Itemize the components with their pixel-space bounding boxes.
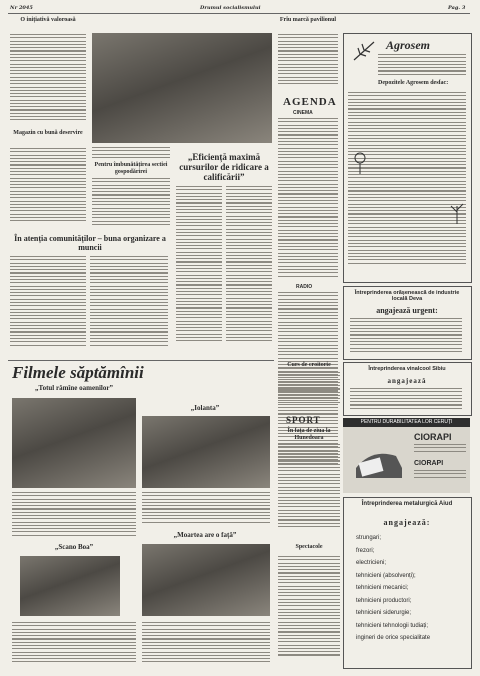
- cinema-label: CINEMA: [293, 110, 313, 116]
- agrosem-logo-text: Agrosem: [386, 38, 431, 52]
- job-item: tehnicieni productori;: [356, 597, 412, 604]
- article-text-store: [10, 148, 86, 223]
- industry-ad-subtitle: angajează urgent:: [376, 306, 438, 315]
- sewing-course-title: Curs de croitorie: [287, 362, 331, 368]
- vinalcool-ad-title: Întreprinderea vinalcool Sibiu: [368, 366, 446, 372]
- film-review-4: [142, 622, 270, 665]
- news-photo-workers: [92, 33, 272, 143]
- article-text-work-a: [10, 256, 86, 348]
- article-title-initiative: O inițiativă valoroasă: [20, 17, 76, 23]
- film-review-1: [12, 492, 136, 538]
- cinema-listing: [278, 118, 338, 279]
- metallurgy-ad-title: Întreprinderea metalurgică Aiud: [361, 501, 453, 507]
- job-item: tehnicieni (absolvenți);: [356, 572, 416, 579]
- page-number: Pag. 3: [448, 5, 466, 11]
- stockings-brand: CIORAPI: [414, 432, 452, 442]
- article-title-brand: Frîu marcă pavilionul: [279, 17, 337, 23]
- shows-text: [278, 556, 340, 658]
- job-item: ingineri de orice specialitate: [356, 635, 431, 641]
- stockings-ad-banner: PENTRU DURABILITATEA LOR CERUȚI: [343, 418, 470, 427]
- agenda-title: AGENDA: [283, 96, 337, 108]
- article-title-work-organization: În atenția comunităților – buna organizare a muncii: [14, 234, 166, 252]
- main-article-col-a: [176, 186, 222, 344]
- shows-title: Spectacole: [295, 544, 323, 550]
- photo-caption-text: [92, 147, 170, 160]
- film-still-1: [12, 398, 136, 488]
- article-text-brand: [278, 34, 338, 87]
- agrosem-intro: [378, 54, 466, 77]
- stockings-brand-2: CIORAPI: [414, 460, 444, 467]
- film-still-3: [20, 556, 120, 616]
- issue-number: Nr 2045: [10, 5, 33, 11]
- films-top-rule: [8, 360, 274, 361]
- job-item: tehnicieni siderurgie;: [356, 610, 412, 616]
- vinalcool-ad-subtitle: angajează: [387, 377, 427, 385]
- article-text-household: [92, 178, 170, 227]
- main-headline: „Eficiență maximă cursurilor de ridicare a calificării”: [179, 152, 269, 182]
- film-review-3: [12, 622, 136, 665]
- header-rule: [8, 13, 470, 14]
- stockings-text-b: [414, 470, 466, 480]
- plant-icon: [448, 200, 466, 224]
- job-item: tehnicieni mecanici;: [356, 585, 409, 591]
- film-title-2: „Iolanta”: [190, 404, 220, 412]
- main-article-col-b: [226, 186, 272, 344]
- job-item: tehnicieni tehnologii tudiați;: [356, 622, 429, 629]
- newspaper-name: Drumul socialismului: [200, 5, 261, 11]
- film-title-4: „Moartea are o față”: [173, 531, 237, 539]
- film-review-2: [142, 492, 270, 525]
- sport-subtitle: În fața de ziua la Hunedoara: [287, 428, 331, 441]
- film-still-2: [142, 416, 270, 488]
- article-title-store: Magazin cu bună deservire: [13, 130, 83, 136]
- job-item: strungari;: [356, 535, 382, 541]
- job-item: electricieni;: [356, 560, 387, 566]
- article-text-work-b: [90, 256, 168, 348]
- job-item: frezori;: [356, 547, 375, 554]
- films-banner: Filmele săptămînii: [12, 363, 144, 382]
- vinalcool-ad-text: [350, 388, 462, 411]
- agrosem-subtitle: Depozitele Agrosem desfac:: [378, 80, 449, 86]
- film-still-4: [142, 544, 270, 616]
- flower-icon: [350, 150, 370, 174]
- film-title-1: „Totul rămîne oamenilor”: [35, 384, 113, 392]
- metallurgy-job-list: [356, 532, 466, 645]
- metallurgy-ad-subtitle: angajează:: [383, 518, 431, 527]
- article-title-household: Pentru îmbunătățirea sectiei gospodărirei: [94, 162, 168, 175]
- film-title-3: „Scano Boa”: [54, 543, 94, 551]
- article-text-initiative: [10, 34, 86, 123]
- sport-text: [278, 444, 340, 529]
- radio-label: RADIO: [296, 284, 313, 290]
- stockings-text-a: [414, 444, 466, 454]
- industry-ad-text: [350, 318, 462, 354]
- sewing-course-text: [278, 372, 340, 405]
- wheat-icon: [350, 40, 378, 62]
- industry-ad-title: Întreprinderea orășenească de industrie locală Deva: [354, 290, 460, 302]
- sport-heading: SPORT: [286, 415, 321, 425]
- shoe-illustration: [352, 438, 406, 488]
- agrosem-products: [348, 92, 466, 266]
